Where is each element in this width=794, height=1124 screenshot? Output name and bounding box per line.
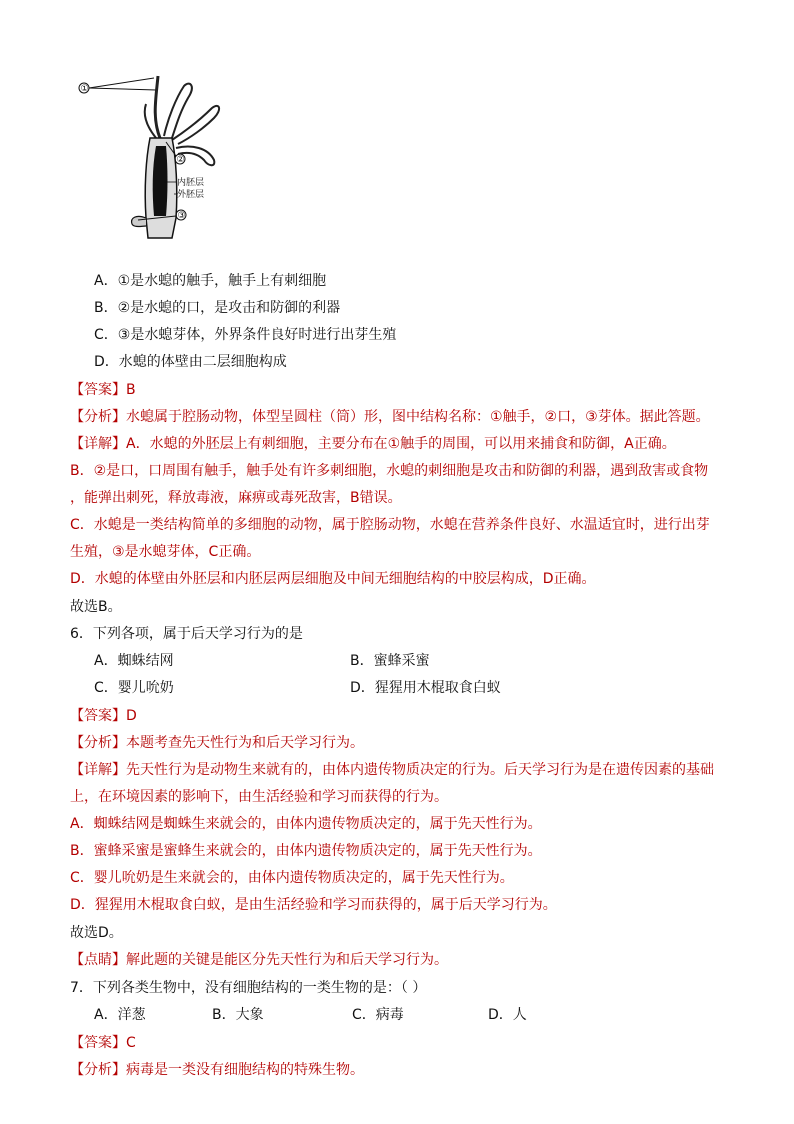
q7-answer — [70, 1033, 136, 1053]
analysis-tag: 【分析】 — [70, 1062, 126, 1078]
q5-option-c: C．③是水螅芽体，外界条件良好时进行出芽生殖 — [94, 327, 397, 343]
analysis-text: 水螅属于腔肠动物，体型呈圆柱（筒）形，图中结构名称：①触手，②口，③芽体。据此答题。 — [126, 409, 710, 425]
answer-value: D — [126, 708, 137, 724]
q7-option-a: A．洋葱 — [94, 1007, 146, 1023]
answer-tag: 【答案】 — [70, 1035, 126, 1051]
answer-value: C — [126, 1035, 136, 1051]
q6-option-c: C．婴儿吮奶 — [94, 680, 174, 696]
q5-detail-5: 生殖，③是水螅芽体，C正确。 — [70, 544, 261, 560]
detail-tag: 【详解】 — [70, 762, 126, 778]
q6-detail-3: A．蜘蛛结网是蜘蛛生来就会的，由体内遗传物质决定的，属于先天性行为。 — [70, 816, 542, 832]
q6-answer — [70, 706, 137, 726]
q6-conclusion: 故选D。 — [70, 925, 123, 941]
q6-option-d: D．猩猩用木棍取食白蚁 — [350, 680, 501, 696]
q6-option-a: A．蜘蛛结网 — [94, 653, 174, 669]
q7-stem: 7．下列各类生物中，没有细胞结构的一类生物的是：（ ） — [70, 980, 427, 996]
label-3: ③ — [177, 211, 186, 221]
q6-detail-2: 上，在环境因素的影响下，由生活经验和学习而获得的行为。 — [70, 789, 448, 805]
q5-detail-3: ，能弹出刺死，释放毒液，麻痹或毒死敌害，B错误。 — [70, 490, 402, 506]
q6-option-b: B．蜜蜂采蜜 — [350, 653, 430, 669]
q5-detail-1 — [70, 434, 676, 454]
q5-analysis — [70, 407, 710, 427]
detail-text: A．水螅的外胚层上有刺细胞，主要分布在①触手的周围，可以用来捕食和防御，A正确。 — [126, 436, 676, 452]
label-outer-layer: 外胚层 — [177, 190, 205, 200]
detail-text: 先天性行为是动物生来就有的，由体内遗传物质决定的行为。后天学习行为是在遗传因素的基础 — [126, 762, 714, 778]
label-2: ② — [176, 155, 185, 165]
q6-detail-1 — [70, 760, 714, 780]
answer-value: B — [126, 382, 136, 398]
q6-detail-5: C．婴儿吮奶是生来就会的，由体内遗传物质决定的，属于先天性行为。 — [70, 870, 514, 886]
q6-analysis — [70, 733, 364, 753]
q6-stem: 6．下列各项，属于后天学习行为的是 — [70, 626, 303, 642]
comment-text: 解此题的关键是能区分先天性行为和后天学习行为。 — [126, 952, 448, 968]
q7-option-b: B．大象 — [212, 1007, 264, 1023]
q5-option-d: D．水螅的体壁由二层细胞构成 — [94, 354, 287, 370]
q7-option-c: C．病毒 — [352, 1007, 404, 1023]
analysis-tag: 【分析】 — [70, 735, 126, 751]
analysis-text: 本题考查先天性行为和后天学习行为。 — [126, 735, 364, 751]
q6-detail-6: D．猩猩用木棍取食白蚁，是由生活经验和学习而获得的，属于后天学习行为。 — [70, 897, 557, 913]
detail-tag: 【详解】 — [70, 436, 126, 452]
q5-detail-2: B．②是口，口周围有触手，触手处有许多刺细胞，水螅的刺细胞是攻击和防御的利器，遇到敌害或食物 — [70, 463, 709, 479]
q7-option-d: D．人 — [488, 1007, 527, 1023]
label-1: ① — [80, 84, 89, 94]
q5-answer — [70, 380, 136, 400]
hydra-figure — [72, 68, 232, 258]
q5-option-b: B．②是水螅的口，是攻击和防御的利器 — [94, 300, 341, 316]
q6-comment — [70, 950, 448, 970]
label-inner-layer: 内胚层 — [177, 178, 205, 188]
q7-analysis — [70, 1060, 364, 1080]
q5-detail-6: D．水螅的体壁由外胚层和内胚层两层细胞及中间无细胞结构的中胶层构成，D正确。 — [70, 571, 596, 587]
hydra-diagram — [72, 68, 232, 258]
q5-detail-4: C．水螅是一类结构简单的多细胞的动物，属于腔肠动物，水螅在营养条件良好、水温适宜时，进行出芽 — [70, 517, 710, 533]
analysis-tag: 【分析】 — [70, 409, 126, 425]
comment-tag: 【点睛】 — [70, 952, 126, 968]
analysis-text: 病毒是一类没有细胞结构的特殊生物。 — [126, 1062, 364, 1078]
q6-detail-4: B．蜜蜂采蜜是蜜蜂生来就会的，由体内遗传物质决定的，属于先天性行为。 — [70, 843, 542, 859]
answer-tag: 【答案】 — [70, 708, 126, 724]
q5-option-a: A．①是水螅的触手，触手上有刺细胞 — [94, 273, 327, 289]
q5-conclusion: 故选B。 — [70, 599, 122, 615]
answer-tag: 【答案】 — [70, 382, 126, 398]
